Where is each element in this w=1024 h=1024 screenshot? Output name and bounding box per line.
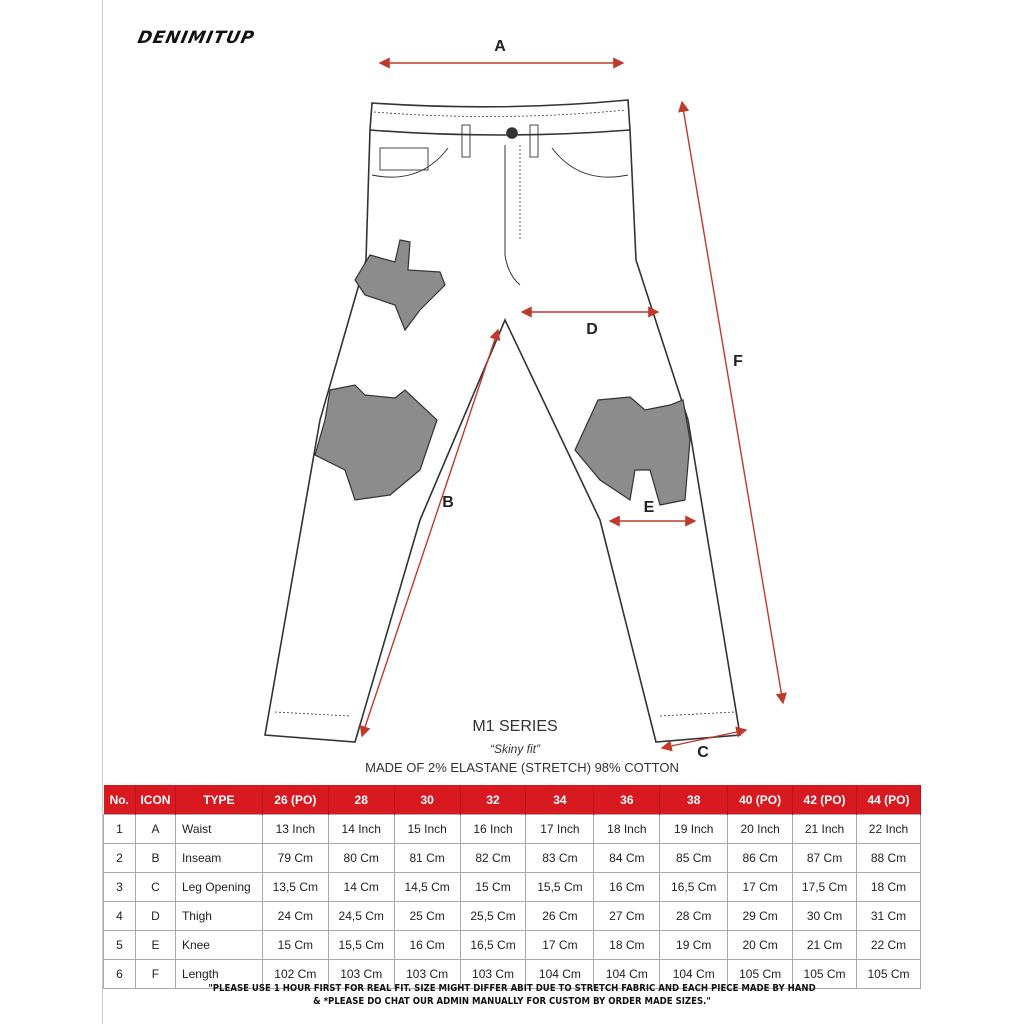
table-cell: 16 Inch bbox=[460, 815, 526, 844]
table-cell: 104 Cm bbox=[660, 960, 728, 989]
table-cell: 21 Inch bbox=[793, 815, 857, 844]
table-cell: 16 Cm bbox=[594, 873, 660, 902]
table-row bbox=[104, 931, 921, 960]
material-label: MADE OF 2% ELASTANE (STRETCH) 98% COTTON bbox=[365, 760, 679, 775]
table-cell: 20 Inch bbox=[728, 815, 793, 844]
table-cell: 84 Cm bbox=[594, 844, 660, 873]
table-cell: 103 Cm bbox=[394, 960, 460, 989]
table-cell: 21 Cm bbox=[793, 931, 857, 960]
table-cell: 26 Cm bbox=[526, 902, 594, 931]
table-cell: 16 Cm bbox=[394, 931, 460, 960]
table-cell: 104 Cm bbox=[526, 960, 594, 989]
table-cell: 83 Cm bbox=[526, 844, 594, 873]
table-cell: 18 Cm bbox=[594, 931, 660, 960]
table-cell: E bbox=[135, 931, 175, 960]
table-cell: 17 Cm bbox=[526, 931, 594, 960]
table-cell: D bbox=[135, 902, 175, 931]
column-header: 44 (PO) bbox=[856, 785, 920, 815]
table-cell: 5 bbox=[104, 931, 136, 960]
table-cell: 15 Cm bbox=[460, 873, 526, 902]
table-cell: 81 Cm bbox=[394, 844, 460, 873]
brand-logo: DENIMITUP bbox=[135, 28, 257, 48]
size-table bbox=[103, 785, 921, 989]
column-header: 40 (PO) bbox=[728, 785, 793, 815]
table-cell: 105 Cm bbox=[728, 960, 793, 989]
column-header: 38 bbox=[660, 785, 728, 815]
column-header: No. bbox=[104, 785, 136, 815]
column-header: 28 bbox=[328, 785, 394, 815]
table-cell: Thigh bbox=[175, 902, 262, 931]
table-cell: 105 Cm bbox=[793, 960, 857, 989]
series-title: M1 SERIES bbox=[472, 718, 558, 735]
table-cell: 4 bbox=[104, 902, 136, 931]
table-cell: Inseam bbox=[175, 844, 262, 873]
table-cell: 28 Cm bbox=[660, 902, 728, 931]
table-cell: 102 Cm bbox=[262, 960, 328, 989]
table-row bbox=[104, 873, 921, 902]
column-header: TYPE bbox=[175, 785, 262, 815]
table-cell: 15,5 Cm bbox=[328, 931, 394, 960]
table-cell: 30 Cm bbox=[793, 902, 857, 931]
table-cell: 24,5 Cm bbox=[328, 902, 394, 931]
table-cell: 15 Inch bbox=[394, 815, 460, 844]
table-cell: 87 Cm bbox=[793, 844, 857, 873]
table-cell: 82 Cm bbox=[460, 844, 526, 873]
note-line: "PLEASE USE 1 HOUR FIRST FOR REAL FIT. SIZE MIGHT DIFFER ABIT DUE TO STRETCH FABRIC AND EACH PIECE MADE BY HAND bbox=[208, 983, 816, 994]
table-cell: 15 Cm bbox=[262, 931, 328, 960]
table-cell: 27 Cm bbox=[594, 902, 660, 931]
table-cell: 1 bbox=[104, 815, 136, 844]
table-cell: Length bbox=[175, 960, 262, 989]
label-d: D bbox=[586, 321, 598, 338]
table-cell: 17,5 Cm bbox=[793, 873, 857, 902]
table-cell: Knee bbox=[175, 931, 262, 960]
column-header: 26 (PO) bbox=[262, 785, 328, 815]
table-cell: A bbox=[135, 815, 175, 844]
table-cell: 88 Cm bbox=[856, 844, 920, 873]
table-cell: 31 Cm bbox=[856, 902, 920, 931]
table-cell: 3 bbox=[104, 873, 136, 902]
table-cell: 85 Cm bbox=[660, 844, 728, 873]
label-e: E bbox=[643, 499, 655, 516]
table-cell: 13 Inch bbox=[262, 815, 328, 844]
table-header bbox=[104, 785, 921, 815]
table-cell: 14 Inch bbox=[328, 815, 394, 844]
table-cell: 18 Inch bbox=[594, 815, 660, 844]
table-cell: 104 Cm bbox=[594, 960, 660, 989]
table-cell: 79 Cm bbox=[262, 844, 328, 873]
label-f: F bbox=[733, 353, 743, 370]
table-cell: B bbox=[135, 844, 175, 873]
table-row bbox=[104, 815, 921, 844]
table-cell: 16,5 Cm bbox=[460, 931, 526, 960]
table-cell: 25 Cm bbox=[394, 902, 460, 931]
table-cell: 25,5 Cm bbox=[460, 902, 526, 931]
table-cell: 80 Cm bbox=[328, 844, 394, 873]
table-cell: 17 Inch bbox=[526, 815, 594, 844]
table-cell: Leg Opening bbox=[175, 873, 262, 902]
table-cell: 22 Inch bbox=[856, 815, 920, 844]
column-header: 34 bbox=[526, 785, 594, 815]
table-cell: 105 Cm bbox=[856, 960, 920, 989]
column-header: 36 bbox=[594, 785, 660, 815]
table-cell: 13,5 Cm bbox=[262, 873, 328, 902]
note-line: & *PLEASE DO CHAT OUR ADMIN MANUALLY FOR CUSTOM BY ORDER MADE SIZES." bbox=[313, 996, 711, 1007]
table-cell: 24 Cm bbox=[262, 902, 328, 931]
table-cell: 22 Cm bbox=[856, 931, 920, 960]
disclaimer-note bbox=[51, 982, 973, 1008]
table-cell: 15,5 Cm bbox=[526, 873, 594, 902]
table-row bbox=[104, 844, 921, 873]
column-header: 30 bbox=[394, 785, 460, 815]
table-cell: Waist bbox=[175, 815, 262, 844]
table-cell: 18 Cm bbox=[856, 873, 920, 902]
column-header: 32 bbox=[460, 785, 526, 815]
column-header: ICON bbox=[135, 785, 175, 815]
table-row bbox=[104, 902, 921, 931]
table-cell: 103 Cm bbox=[328, 960, 394, 989]
table-cell: 2 bbox=[104, 844, 136, 873]
label-c: C bbox=[697, 744, 709, 761]
table-cell: 20 Cm bbox=[728, 931, 793, 960]
table-cell: 86 Cm bbox=[728, 844, 793, 873]
table-cell: 103 Cm bbox=[460, 960, 526, 989]
table-cell: 19 Cm bbox=[660, 931, 728, 960]
table-cell: 29 Cm bbox=[728, 902, 793, 931]
table-cell: 14 Cm bbox=[328, 873, 394, 902]
fit-label: “Skiny fit” bbox=[489, 742, 540, 756]
table-cell: 19 Inch bbox=[660, 815, 728, 844]
table-cell: 17 Cm bbox=[728, 873, 793, 902]
label-a: A bbox=[494, 38, 506, 55]
table-cell: 14,5 Cm bbox=[394, 873, 460, 902]
table-cell: C bbox=[135, 873, 175, 902]
table-cell: 6 bbox=[104, 960, 136, 989]
column-header: 42 (PO) bbox=[793, 785, 857, 815]
table-cell: F bbox=[135, 960, 175, 989]
label-b: B bbox=[442, 494, 454, 511]
table-cell: 16,5 Cm bbox=[660, 873, 728, 902]
